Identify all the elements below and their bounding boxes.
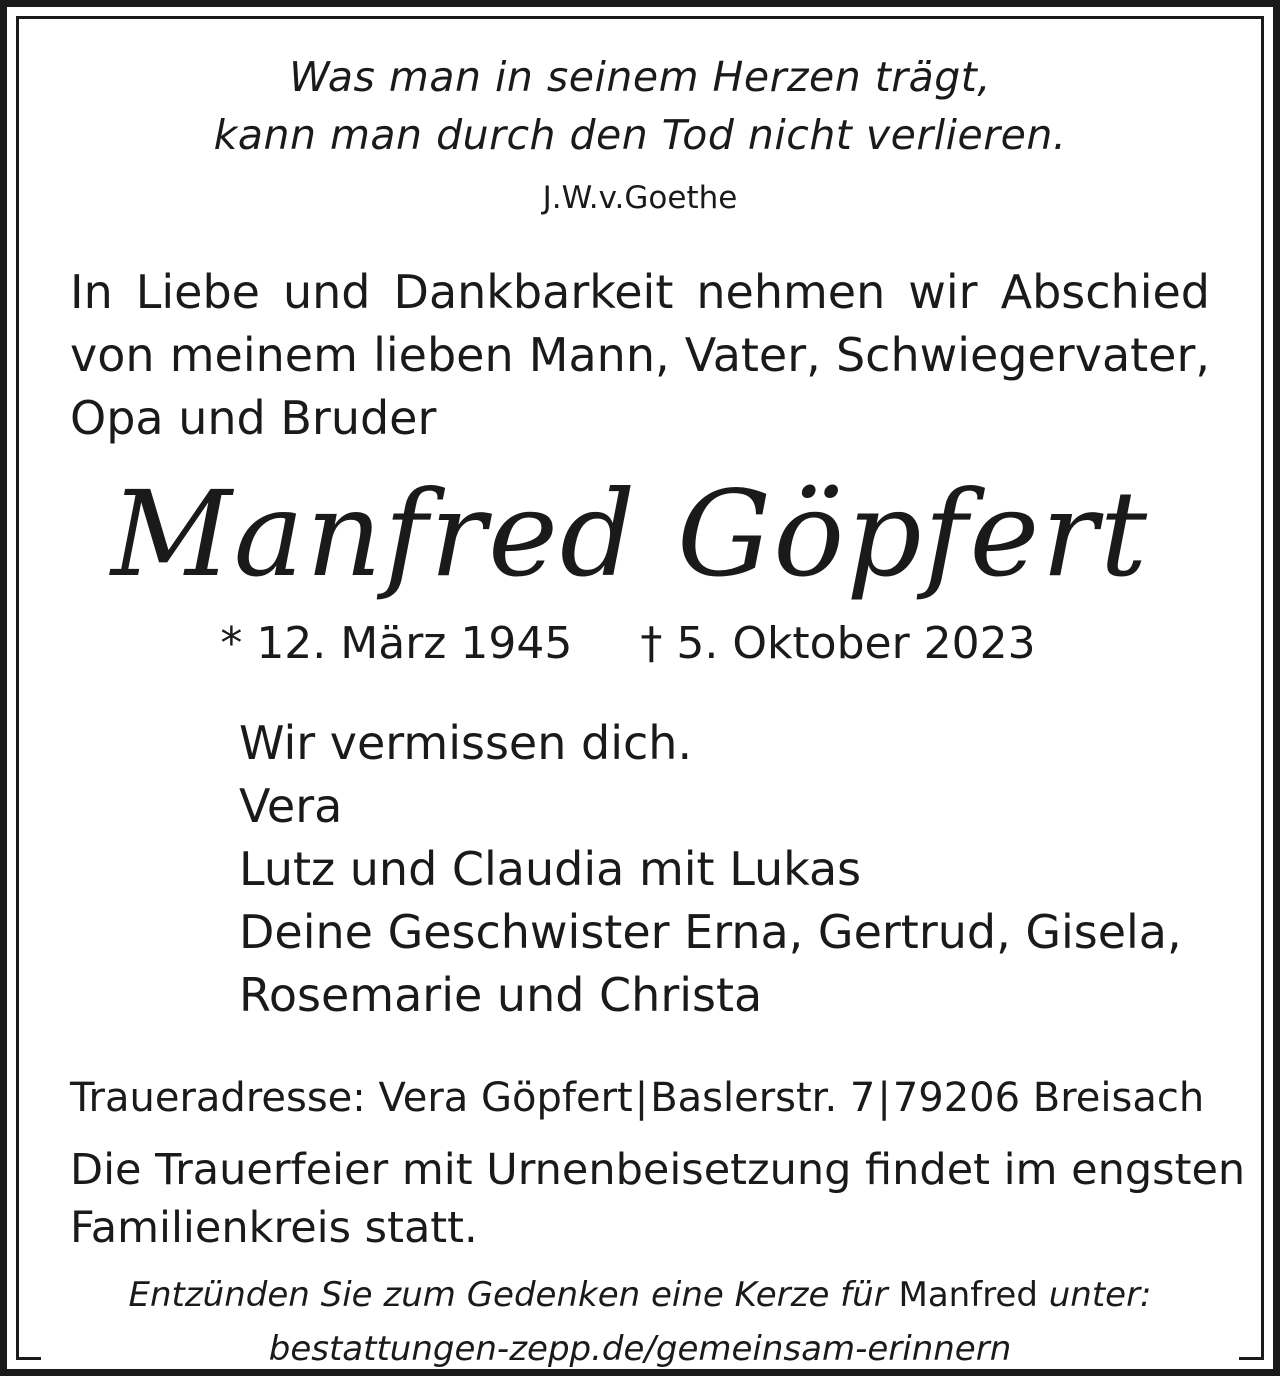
quote-author: J.W.v.Goethe	[542, 180, 738, 216]
family-line-2: Vera	[239, 779, 343, 833]
family-line-4: Deine Geschwister Erna, Gertrud, Gisela,	[239, 905, 1182, 959]
candle-suffix: unter:	[1048, 1275, 1152, 1315]
address-label: Traueradresse: Vera Göpfert	[70, 1075, 633, 1121]
address-street: Baslerstr. 7	[650, 1075, 876, 1121]
candle-notice	[0, 1268, 1280, 1376]
address-separator: |	[877, 1075, 891, 1121]
family-line-5: Rosemarie und Christa	[239, 968, 763, 1022]
memorial-link[interactable]: bestattungen-zepp.de/gemeinsam-erinnern	[268, 1329, 1012, 1369]
birth-date: * 12. März 1945	[220, 618, 573, 669]
funeral-line-2: Familienkreis statt.	[70, 1203, 478, 1253]
life-dates	[0, 618, 1268, 669]
family-line-1: Wir vermissen dich.	[239, 716, 693, 770]
candle-name: Manfred	[898, 1275, 1038, 1315]
goethe-quote	[0, 48, 1280, 164]
funeral-line-1: Die Trauerfeier mit Urnenbeisetzung findet im engsten	[70, 1145, 1246, 1195]
quote-line-1: Was man in seinem Herzen trägt,	[289, 53, 991, 101]
intro-text	[70, 261, 1210, 450]
family-signatures	[239, 712, 1182, 1027]
intro-line-2: von meinem lieben Mann, Vater, Schwiegervater,	[70, 328, 1210, 382]
death-date: † 5. Oktober 2023	[640, 618, 1036, 669]
address-city: 79206 Breisach	[892, 1075, 1205, 1121]
family-line-3: Lutz und Claudia mit Lukas	[239, 842, 862, 896]
mourning-address	[70, 1075, 1204, 1121]
candle-line-1	[0, 1268, 1280, 1322]
deceased-name: Manfred Göpfert	[110, 465, 1150, 603]
address-separator: |	[634, 1075, 649, 1121]
quote-line-2: kann man durch den Tod nicht verlieren.	[213, 111, 1067, 159]
funeral-notice	[70, 1141, 1246, 1257]
intro-line-1: In Liebe und Dankbarkeit nehmen wir Abschied	[70, 265, 1210, 319]
candle-prefix: Entzünden Sie zum Gedenken eine Kerze für	[128, 1275, 888, 1315]
intro-line-3: Opa und Bruder	[70, 391, 437, 445]
